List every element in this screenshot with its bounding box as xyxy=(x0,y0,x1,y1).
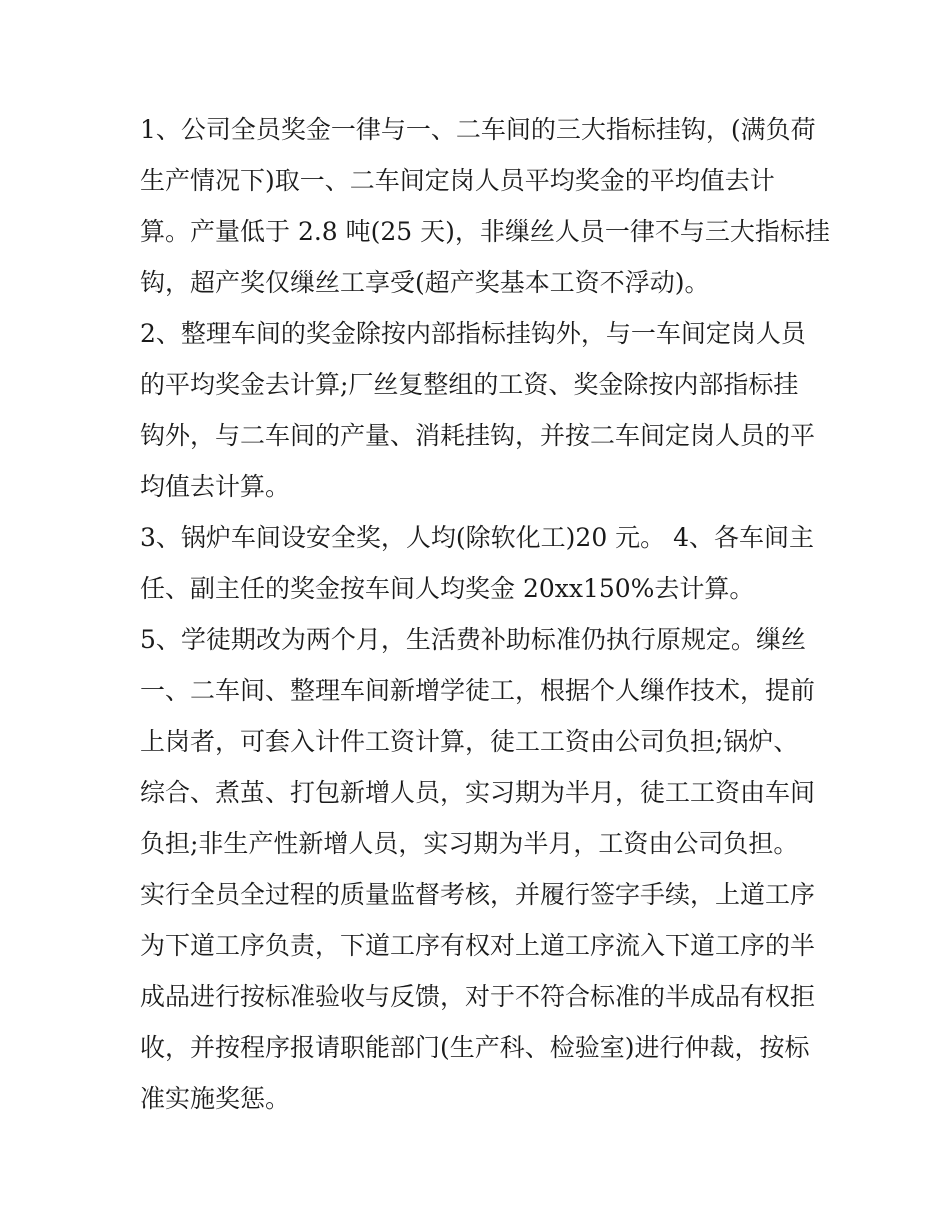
text-line: 准实施奖惩。 xyxy=(140,1084,291,1113)
text-line: 任、副主任的奖金按车间人均奖金 20xx150%去计算。 xyxy=(140,574,755,603)
text-line: 2、整理车间的奖金除按内部指标挂钩外，与一车间定岗人员 xyxy=(140,319,806,348)
text-line: 钩，超产奖仅缫丝工享受(超产奖基本工资不浮动)。 xyxy=(140,268,710,297)
text-line: 为下道工序负责，下道工序有权对上道工序流入下道工序的半 xyxy=(140,931,816,960)
text-line: 生产情况下)取一、二车间定岗人员平均奖金的平均值去计 xyxy=(140,166,775,195)
text-line: 均值去计算。 xyxy=(140,472,291,501)
text-line: 上岗者，可套入计件工资计算，徒工工资由公司负担;锅炉、 xyxy=(140,727,799,756)
text-line: 一、二车间、整理车间新增学徒工，根据个人缫作技术，提前 xyxy=(140,676,816,705)
text-line: 算。产量低于 2.8 吨(25 天)，非缫丝人员一律不与三大指标挂 xyxy=(140,217,830,246)
text-line: 的平均奖金去计算;厂丝复整组的工资、奖金除按内部指标挂 xyxy=(140,370,799,399)
document-body xyxy=(140,104,830,1124)
text-line: 收，并按程序报请职能部门(生产科、检验室)进行仲裁，按标 xyxy=(140,1033,810,1062)
text-line: 钩外，与二车间的产量、消耗挂钩，并按二车间定岗人员的平 xyxy=(140,421,816,450)
text-line: 负担;非生产性新增人员，实习期为半月，工资由公司负担。 xyxy=(140,829,799,858)
text-line: 成品进行按标准验收与反馈，对于不符合标准的半成品有权拒 xyxy=(140,982,816,1011)
text-line: 实行全员全过程的质量监督考核，并履行签字手续，上道工序 xyxy=(140,880,816,909)
text-line: 3、锅炉车间设安全奖，人均(除软化工)20 元。 4、各车间主 xyxy=(140,523,815,552)
text-line: 综合、煮茧、打包新增人员，实习期为半月，徒工工资由车间 xyxy=(140,778,816,807)
text-line: 1、公司全员奖金一律与一、二车间的三大指标挂钩，(满负荷 xyxy=(140,115,816,144)
text-line: 5、学徒期改为两个月，生活费补助标准仍执行原规定。缫丝 xyxy=(140,625,806,654)
